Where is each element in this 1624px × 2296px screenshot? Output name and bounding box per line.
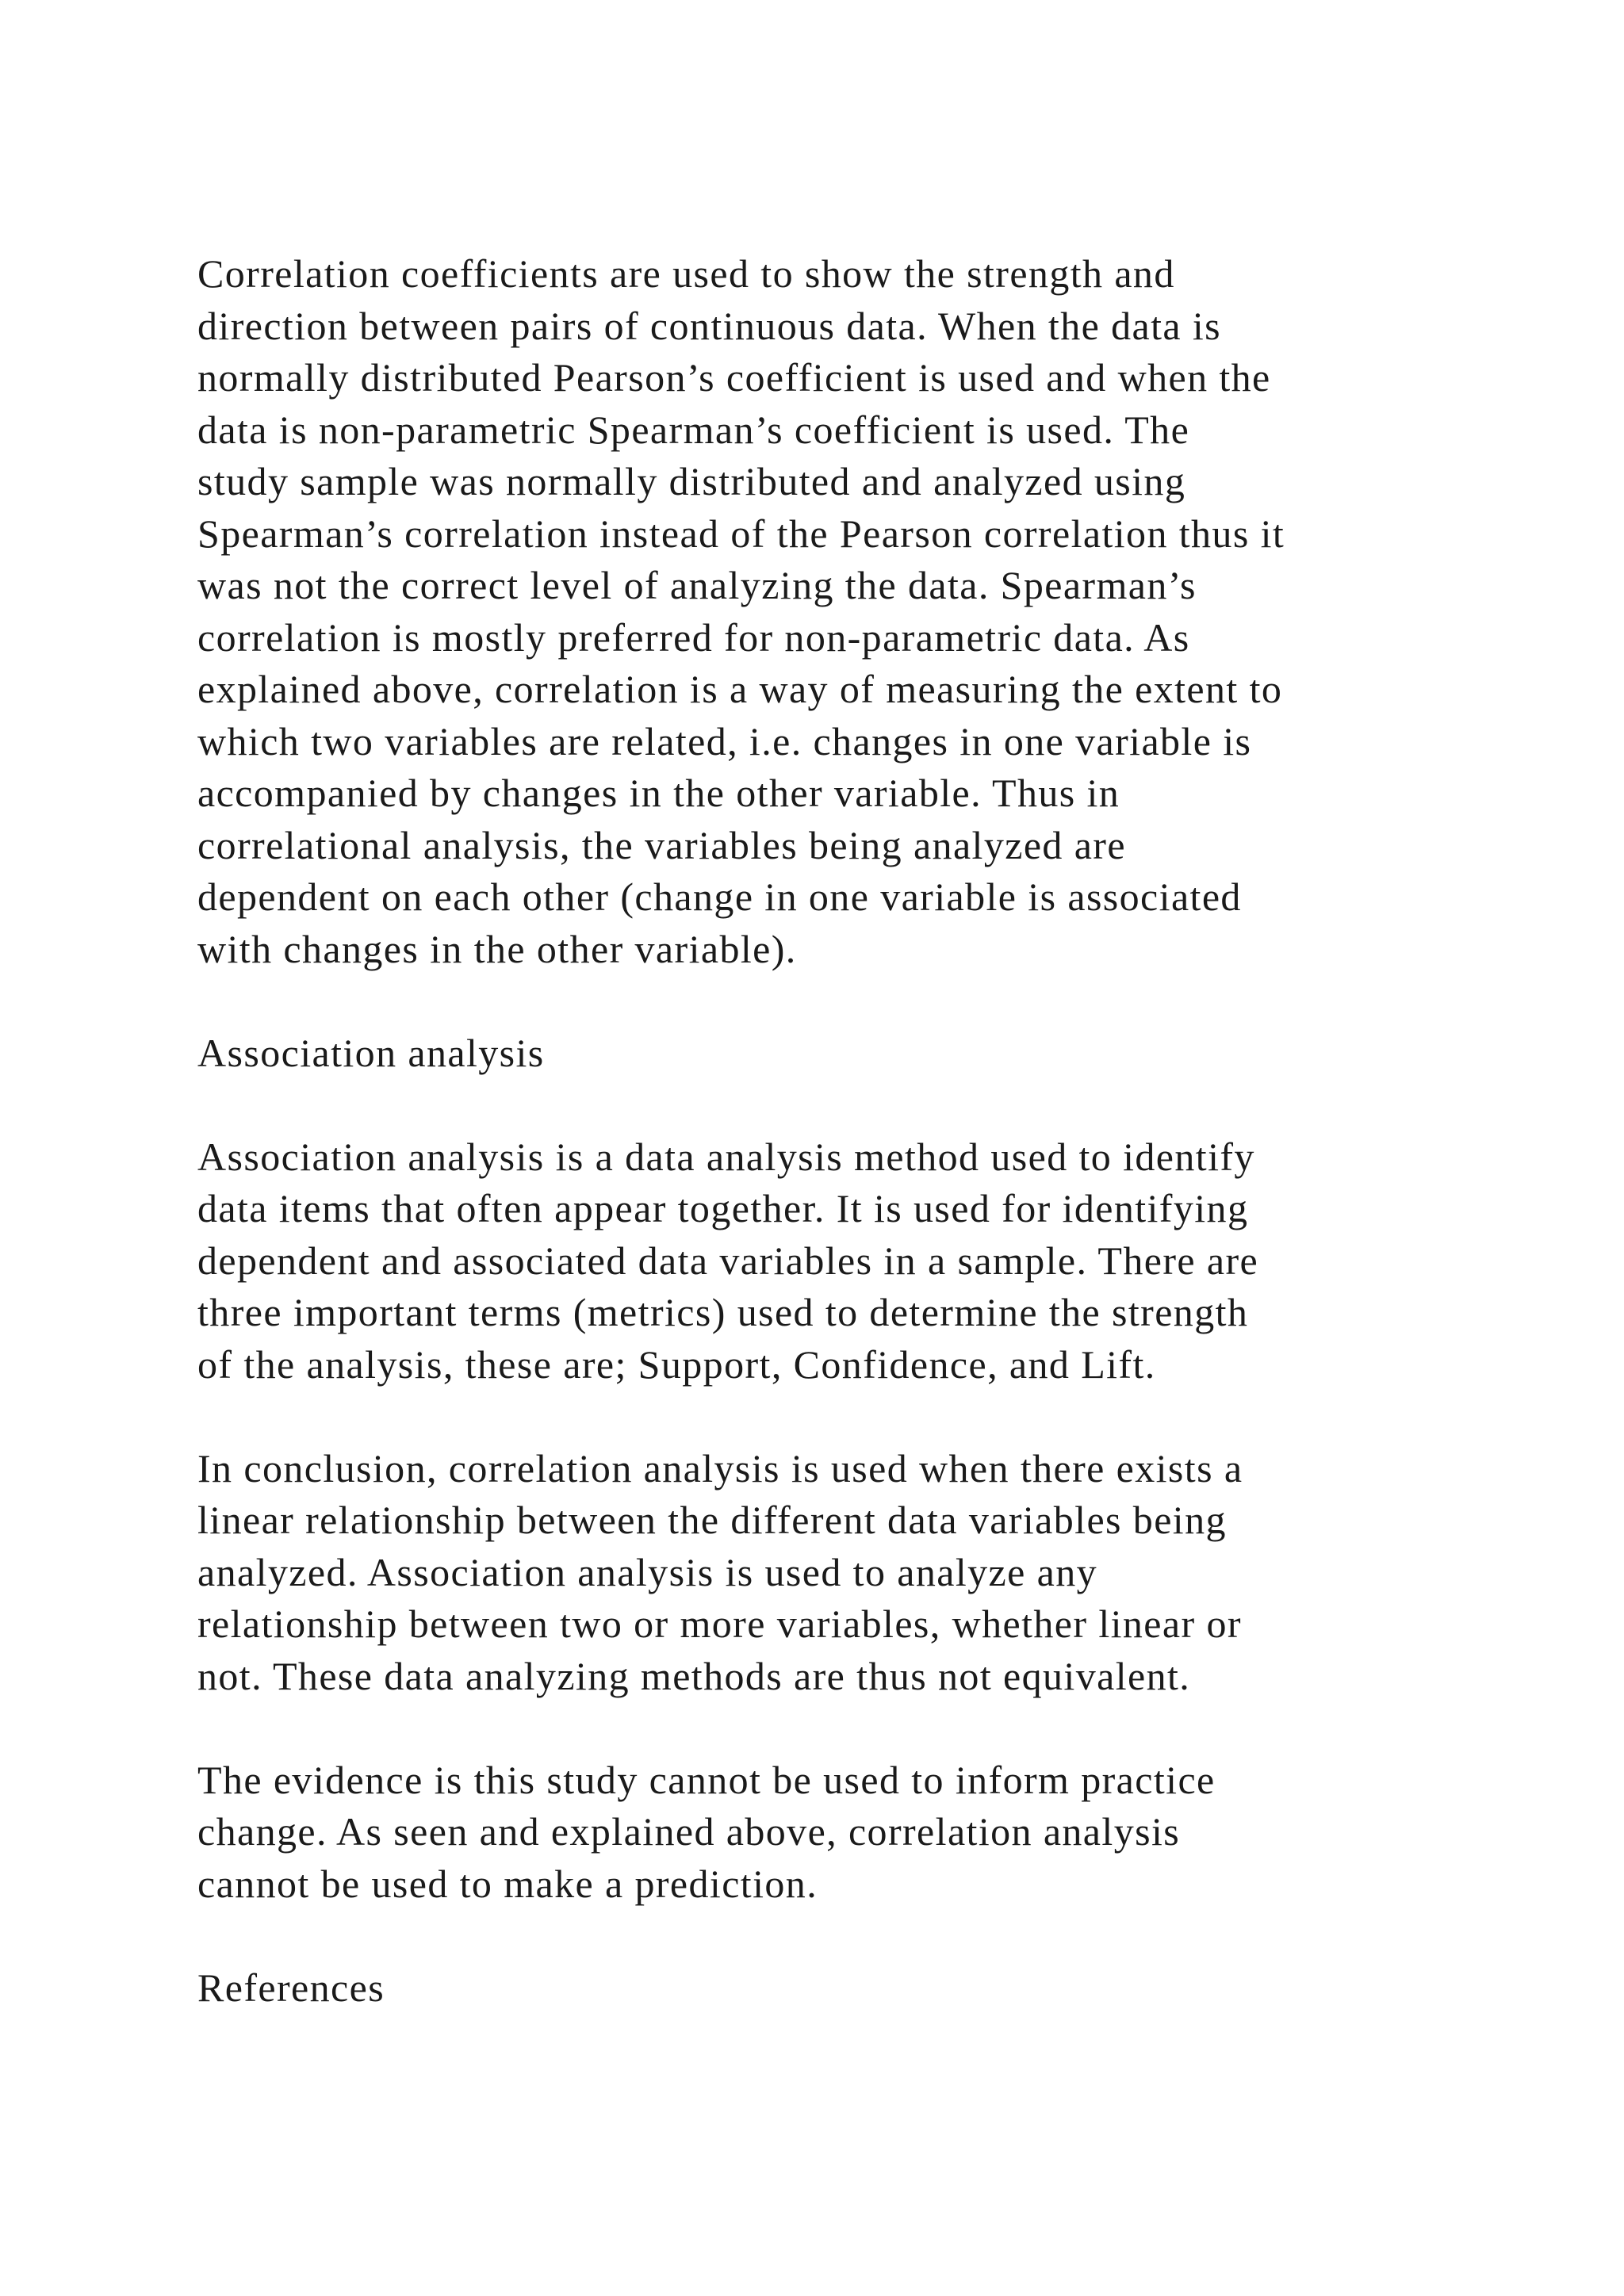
text-line: linear relationship between the different data variables being	[197, 1498, 1227, 1542]
text-line: not. These data analyzing methods are thus not equivalent.	[197, 1653, 1191, 1698]
text-line: Spearman’s correlation instead of the Pearson correlation thus it	[197, 511, 1285, 556]
heading-text: Association analysis	[197, 1030, 545, 1075]
text-line: normally distributed Pearson’s coefficient is used and when the	[197, 355, 1271, 400]
text-line: three important terms (metrics) used to determine the strength	[197, 1290, 1249, 1334]
paragraph-correlation-coefficients	[197, 248, 1498, 975]
text-line: Correlation coefficients are used to show the strength and	[197, 251, 1175, 296]
paragraph-evidence	[197, 1755, 1498, 1911]
text-line: correlational analysis, the variables being analyzed are	[197, 822, 1126, 867]
text-line: correlation is mostly preferred for non-parametric data. As	[197, 614, 1190, 660]
text-line: with changes in the other variable).	[197, 926, 797, 971]
paragraph-association-analysis	[197, 1131, 1498, 1391]
text-line: relationship between two or more variables, whether linear or	[197, 1601, 1242, 1646]
text-line: In conclusion, correlation analysis is used when there exists a	[197, 1445, 1243, 1490]
heading-association-analysis	[197, 1027, 1498, 1080]
text-line: study sample was normally distributed and analyzed using	[197, 459, 1186, 503]
document-body	[197, 248, 1498, 2066]
text-line: of the analysis, these are; Support, Confidence, and Lift.	[197, 1341, 1156, 1387]
text-line: accompanied by changes in the other variable. Thus in	[197, 771, 1120, 815]
text-line: change. As seen and explained above, correlation analysis	[197, 1809, 1181, 1854]
paragraph-conclusion	[197, 1443, 1498, 1703]
text-line: analyzed. Association analysis is used to analyze any	[197, 1549, 1098, 1594]
text-line: dependent on each other (change in one variable is associated	[197, 874, 1242, 919]
text-line: dependent and associated data variables in a sample. There are	[197, 1238, 1259, 1283]
text-line: direction between pairs of continuous data. When the data is	[197, 303, 1222, 348]
text-line: explained above, correlation is a way of measuring the extent to	[197, 667, 1283, 711]
text-line: The evidence is this study cannot be used to inform practice	[197, 1757, 1216, 1802]
heading-references	[197, 1962, 1498, 2015]
text-line: cannot be used to make a prediction.	[197, 1861, 818, 1906]
text-line: data is non-parametric Spearman’s coefficient is used. The	[197, 407, 1190, 452]
text-line: Association analysis is a data analysis method used to identify	[197, 1134, 1255, 1179]
text-line: data items that often appear together. It is used for identifying	[197, 1186, 1249, 1230]
text-line: which two variables are related, i.e. changes in one variable is	[197, 718, 1252, 763]
text-line: was not the correct level of analyzing the data. Spearman’s	[197, 563, 1197, 607]
heading-text: References	[197, 1965, 385, 2010]
